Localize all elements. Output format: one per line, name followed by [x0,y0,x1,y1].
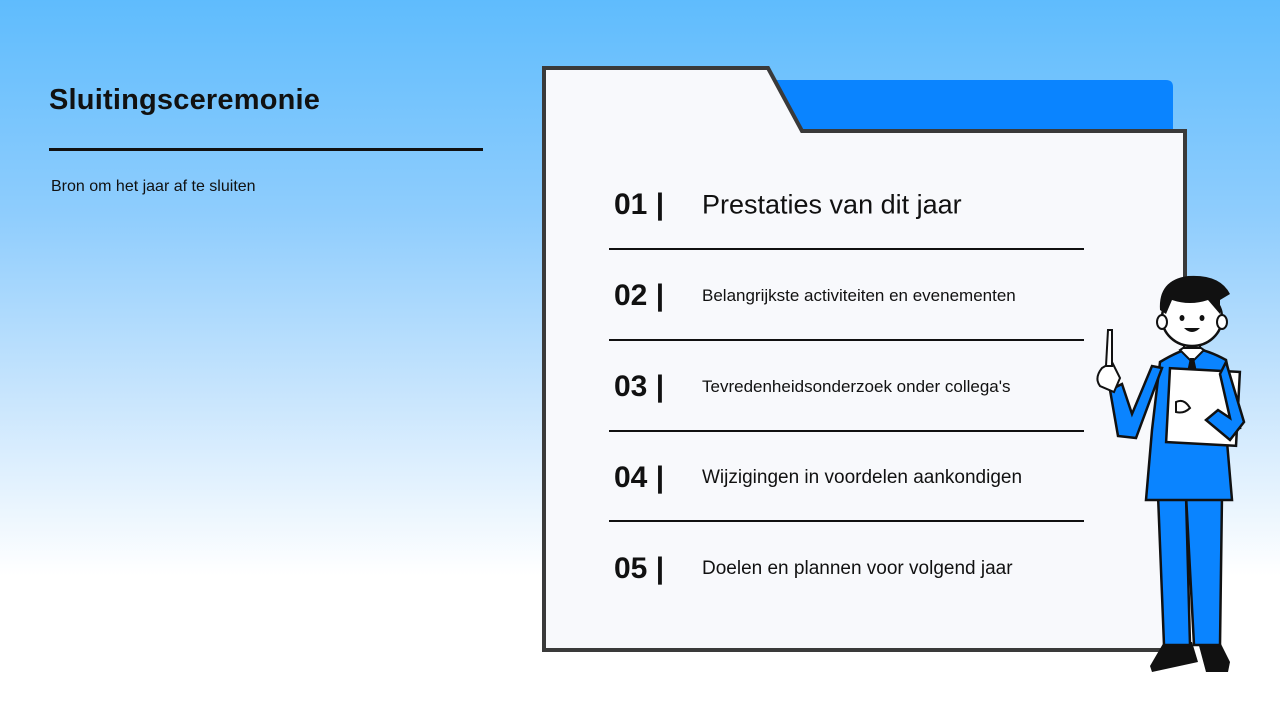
agenda-item-5 [609,539,1084,599]
agenda-divider [609,520,1084,522]
agenda-label: Belangrijkste activiteiten en evenementen [702,286,1016,305]
agenda-divider [609,430,1084,432]
agenda-number: 04 | [614,461,665,494]
agenda-label: Wijzigingen in voordelen aankondigen [702,467,1023,488]
agenda-number: 02 | [614,279,665,312]
agenda-item-2 [609,266,1084,326]
agenda-label: Tevredenheidsonderzoek onder collega's [702,377,1011,396]
agenda-divider [609,248,1084,250]
page-title: Sluitingsceremonie [49,84,321,116]
agenda-number: 05 | [614,552,665,585]
page-subtitle: Bron om het jaar af te sluiten [51,178,256,195]
agenda-number: 03 | [614,370,665,403]
businessman-with-clipboard-icon [1080,270,1260,680]
agenda-item-4 [609,448,1084,508]
agenda-item-1 [609,175,1084,235]
agenda-label: Prestaties van dit jaar [702,189,962,220]
agenda-number: 01 | [614,188,665,221]
agenda-divider [609,339,1084,341]
agenda-item-3 [609,357,1084,417]
agenda-label: Doelen en plannen voor volgend jaar [702,558,1013,579]
